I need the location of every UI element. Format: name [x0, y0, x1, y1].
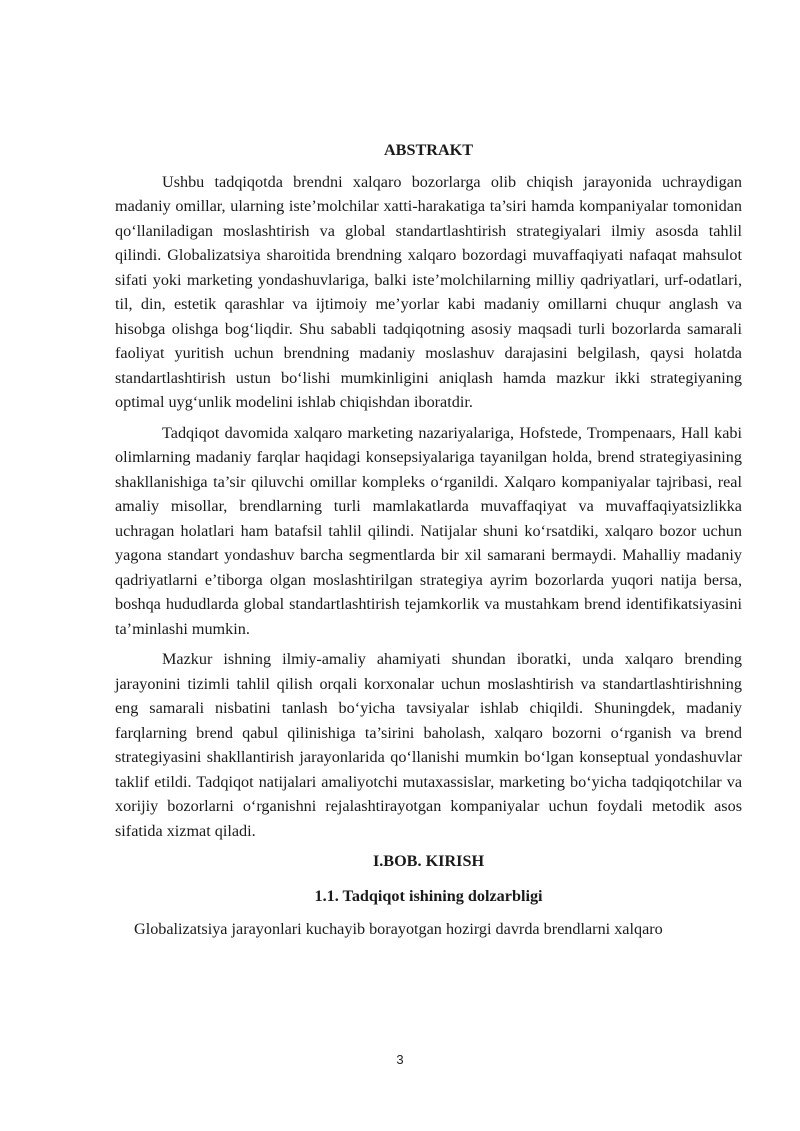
- intro-paragraph-start: Globalizatsiya jarayonlari kuchayib borayotgan hozirgi davrda brendlarni xalqaro: [134, 920, 663, 938]
- abstract-paragraph-3: Mazkur ishning ilmiy-amaliy ahamiyati shundan iboratki, unda xalqaro brending jarayonini tizimli tahlil qilish orqali korxonalar uchun moslashtirish va standartlashtirishning eng samarali nisbatini tanlash bo‘yicha tavsiyalar ishlab chiqildi. Shuningdek, madaniy farqlarning brend qabul qilinishiga ta’sirini baholash, xalqaro bozorni o‘rganish va brend strategiyasini shakllantirish jarayonlarida qo‘llanishi mumkin bo‘lgan konseptual yondashuvlar taklif etildi. Tadqiqot natijalari amaliyotchi mutaxassislar, marketing bo‘yicha tadqiqotchilar va xorijiy bozorlarni o‘rganishni rejalashtirayotgan kompaniyalar uchun foydali metodik asos sifatida xizmat qiladi.: [115, 650, 742, 840]
- abstract-heading: ABSTRAKT: [383, 141, 474, 159]
- section-heading: 1.1. Tadqiqot ishining dolzarbligi: [314, 886, 543, 905]
- page-number: 3: [396, 1052, 404, 1067]
- chapter-heading: I.BOB. KIRISH: [372, 852, 485, 870]
- page-content: [115, 138, 742, 942]
- abstract-paragraph-1: Ushbu tadqiqotda brendni xalqaro bozorlarga olib chiqish jarayonida uchraydigan madaniy omillar, ularning iste’molchilar xatti-harakatiga ta’siri hamda kompaniyalar tomonidan qo‘llaniladigan moslashtirish va global standartlashtirish strategiyalari ilmiy asosda tahlil qilindi. Globalizatsiya sharoitida brendning xalqaro bozordagi muvaffaqiyati nafaqat mahsulot sifati yoki marketing yondashuvlariga, balki iste’molchilarning milliy qadriyatlari, urf-odatlari, til, din, estetik qarashlar va ijtimoiy me’yorlar kabi madaniy omillarni chuqur anglash va hisobga olishga bog‘liqdir. Shu sababli tadqiqotning asosiy maqsadi turli bozorlarda samarali faoliyat yuritish uchun brendning madaniy moslashuv darajasini belgilash, qaysi holatda standartlashtirish ustun bo‘lishi mumkinligini aniqlash hamda mazkur ikki strategiyaning optimal uyg‘unlik modelini ishlab chiqishdan iboratdir.: [115, 172, 742, 411]
- abstract-paragraph-2: Tadqiqot davomida xalqaro marketing nazariyalariga, Hofstede, Trompenaars, Hall kabi olimlarning madaniy farqlar haqidagi konsepsiyalariga tayanilgan holda, brend strategiyasining shakllanishiga ta’sir qiluvchi omillar kompleks o‘rganildi. Xalqaro kompaniyalar tajribasi, real amaliy misollar, brendlarning turli mamlakatlarda muvaffaqiyat va muvaffaqiyatsizlikka uchragan holatlari ham batafsil tahlil qilindi. Natijalar shuni ko‘rsatdiki, xalqaro bozor uchun yagona standart yondashuv barcha segmentlarda bir xil samarani bermaydi. Mahalliy madaniy qadriyatlarni e’tiborga olgan moslashtirilgan strategiya ayrim bozorlarda yuqori natija bersa, boshqa hududlarda global standartlashtirish tejamkorlik va mustahkam brend identifikatsiyasini ta’minlashi mumkin.: [115, 423, 742, 638]
